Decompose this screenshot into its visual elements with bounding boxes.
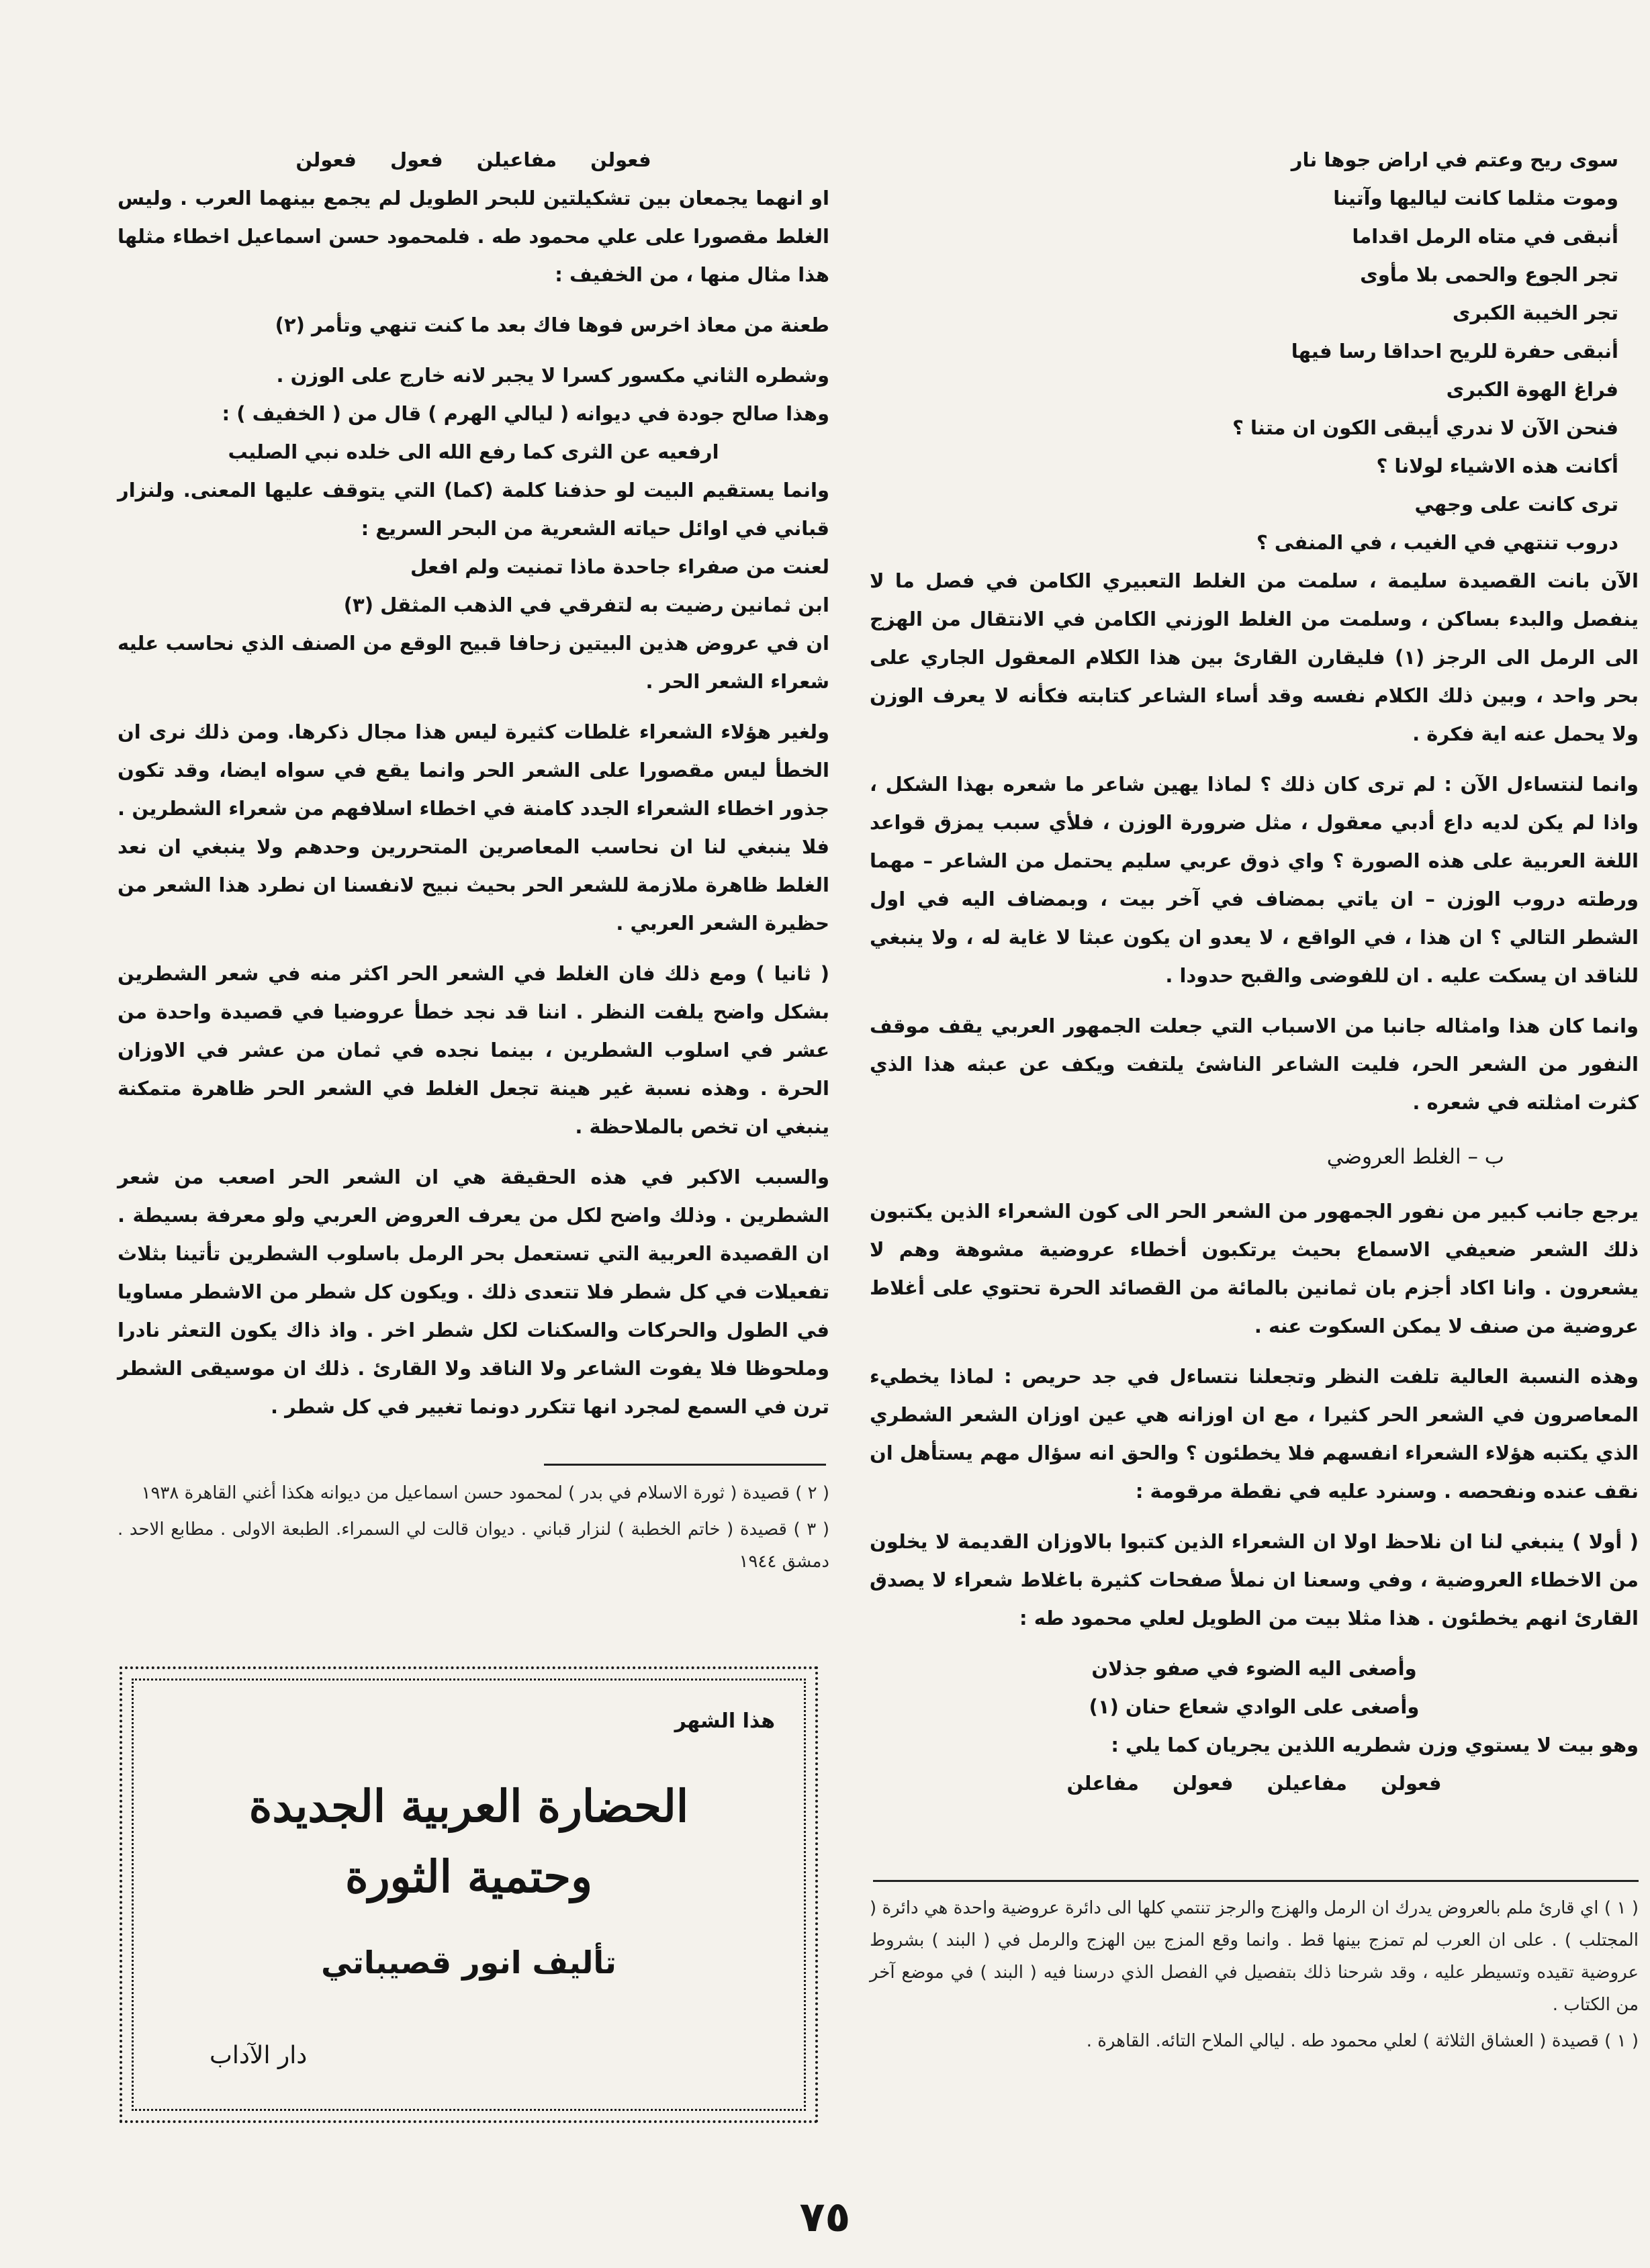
footnotes-left — [118, 1477, 829, 1578]
poem-line: ترى كانت على وجهي — [1414, 493, 1618, 516]
verse-line: طعنة من معاذ اخرس فوها فاك بعد ما كنت تنهي وتأمر (٢) — [275, 314, 829, 336]
footnote: ( ٢ ) قصيدة ( ثورة الاسلام في بدر ) لمحمود حسن اسماعيل من ديوانه هكذا أغني القاهرة ١٩٣٨ — [141, 1483, 829, 1503]
poem-excerpt — [870, 141, 1639, 562]
paragraph: وهذا صالح جودة في ديوانه ( ليالي الهرم ) قال من ( الخفيف ) : — [222, 402, 829, 425]
paragraph: وهو بيت لا يستوي وزن شطريه اللذين يجريان كما يلي : — [1111, 1734, 1639, 1756]
page-number: ٧٥ — [799, 2192, 851, 2241]
poem-line: أنبقى حفرة للريح احداقا رسا فيها — [1291, 340, 1618, 363]
poem-line: وموت مثلما كانت لياليها وآتينا — [1333, 187, 1618, 209]
verse-line: وأصغى اليه الضوء في صفو جذلان — [1091, 1657, 1417, 1680]
meter-line: فعولن مفاعيلن فعولن مفاعلن — [1066, 1772, 1442, 1795]
paragraph: وهذه النسبة العالية تلفت النظر وتجعلنا نتساءل في جد حريص : لماذا يخطيء المعاصرون في الشعر الحر كثيرا ، مع ان اوزانه هي عين اوزان الشعر الشطري الذي يكتبه هؤلاء الشعراء انفسهم فلا يخطئون ؟ والحق انه سؤال مهم يستأهل ان نقف عنده ونفحصه . وسنرد عليه في نقطة مرقومة : — [870, 1365, 1639, 1503]
ad-publisher: دار الآداب — [210, 2042, 308, 2069]
left-column — [118, 141, 829, 1438]
paragraph: وانما كان هذا وامثاله جانبا من الاسباب التي جعلت الجمهور العربي يقف موقف النفور من الشعر الحر، فليت الشاعر الناشئ يلتفت ويكف عن عبثه هذا الذي كثرت امثلته في شعره . — [870, 1014, 1639, 1114]
ad-title-line2: وحتمية الثورة — [345, 1850, 592, 1903]
footnote: ( ١ ) قصيدة ( العشاق الثلاثة ) لعلي محمود طه . ليالي الملاح التائه. القاهرة . — [1086, 2031, 1639, 2051]
paragraph: او انهما يجمعان بين تشكيلتين للبحر الطويل لم يجمع بينهما العرب . وليس الغلط مقصورا على علي محمود طه . فلمحمود حسن اسماعيل اخطاء مثلها هذا مثال منها ، من الخفيف : — [118, 187, 829, 286]
poem-line: أكانت هذه الاشياء لولانا ؟ — [1376, 455, 1618, 477]
footnotes-right — [870, 1892, 1639, 2057]
paragraph: وشطره الثاني مكسور كسرا لا يجبر لانه خارج على الوزن . — [276, 364, 829, 387]
paragraph: يرجع جانب كبير من نفور الجمهور من الشعر الحر الى كون الشعراء الذين يكتبون ذلك الشعر ضعيفي الاسماع بحيث يرتكبون أخطاء عروضية مشوهة وهم لا يشعرون . وانا اكاد أجزم بان ثمانين بالمائة من القصائد الحرة تحتوي على أغلاط عروضية من صنف لا يمكن السكوت عنه . — [870, 1200, 1639, 1337]
poem-line: فنحن الآن لا ندري أيبقى الكون ان متنا ؟ — [1232, 416, 1618, 439]
paragraph: ان في عروض هذين البيتين زحافا قبيح الوقع من الصنف الذي نحاسب عليه شعراء الشعر الحر . — [118, 632, 829, 693]
footnote: ( ٣ ) قصيدة ( خاتم الخطبة ) لنزار قباني . ديوان قالت لي السمراء. الطبعة الاولى . مطابع الاحد . دمشق ١٩٤٤ — [118, 1519, 829, 1572]
paragraph: الآن بانت القصيدة سليمة ، سلمت من الغلط التعبيري الكامن في فصل ما لا ينفصل والبدء بساكن ، وسلمت من الغلط الوزني الكامن في الانتقال من الهزج الى الرمل الى الرجز (١) فليقارن القارئ بين هذا الكلام المعقول الجاري على بحر واحد ، وبين ذلك الكلام نفسه وقد أساء الشاعر كتابته فكأنه لا يعرف الوزن ولا يحمل عنه اية فكرة . — [870, 569, 1639, 745]
verse-line: ابن ثمانين رضيت به لتفرقي في الذهب المثقل (٣) — [343, 594, 829, 616]
poem-line: أنبقى في متاه الرمل اقداما — [1352, 225, 1618, 248]
paragraph: ولغير هؤلاء الشعراء غلطات كثيرة ليس هذا مجال ذكرها. ومن ذلك نرى ان الخطأ ليس مقصورا على الشعر الحر وانما يقع في سواه ايضا، وقد تكون جذور اخطاء الشعراء الجدد كامنة في اخطاء اسلافهم من شعراء الشطرين . فلا ينبغي لنا ان نحاسب المعاصرين المتحررين وحدهم ولا ينبغي ان نعد الغلط ظاهرة ملازمة للشعر الحر بحيث نبيح لانفسنا ان نطرد هذا الشعر من حظيرة الشعر العربي . — [118, 720, 829, 935]
verse-line: وأصغى على الوادي شعاع حنان (١) — [1089, 1695, 1420, 1718]
paragraph: ( أولا ) ينبغي لنا ان نلاحظ اولا ان الشعراء الذين كتبوا بالاوزان القديمة لا يخلون من الاخطاء العروضية ، وفي وسعنا ان نملأ صفحات كثيرة باغلاط شعراء لا يصدق القارئ انهم يخطئون . هذا مثلا بيت من الطويل لعلي محمود طه : — [870, 1530, 1639, 1629]
paragraph: ( ثانيا ) ومع ذلك فان الغلط في الشعر الحر اكثر منه في شعر الشطرين بشكل واضح يلفت النظر . اننا قد نجد خطأ عروضيا في قصيدة واحدة من عشر في اسلوب الشطرين ، بينما نجده في ثمان من عشر في الاوزان الحرة . وهذه نسبة غير هينة تجعل الغلط في الشعر الحر ظاهرة متمكنة ينبغي ان تخص بالملاحظة . — [118, 962, 829, 1138]
meter-line: فعولن مفاعيلن فعول فعولن — [295, 148, 651, 171]
poem-line: سوى ريح وعتم في اراض جوها نار — [1291, 148, 1618, 171]
poem-line: دروب تنتهي في الغيب ، في المنفى ؟ — [1256, 531, 1618, 554]
ad-month-label: هذا الشهر — [674, 1709, 775, 1733]
paragraph: وانما لنتساءل الآن : لم ترى كان ذلك ؟ لماذا يهين شاعر ما شعره بهذا الشكل ، واذا لم يكن لديه داع أدبي معقول ، مثل ضرورة الوزن ، فلأي سبب يمزق قواعد اللغة العربية على هذه الصورة ؟ واي ذوق عربي سليم يحتمل من الشاعر – مهما ورطته دروب الوزن – ان ياتي بمضاف في آخر بيت ، وبمضاف اليه في اول الشطر التالي ؟ ان هذا ، في الواقع ، لا يعدو ان يكون عبثا لا غاية له ، ولا ينبغي للناقد ان يسكت عليه . ان للفوضى والقبح حدودا . — [870, 773, 1639, 987]
poem-line: تجر الجوع والحمى بلا مأوى — [1360, 263, 1618, 286]
paragraph: والسبب الاكبر في هذه الحقيقة هي ان الشعر الحر اصعب من شعر الشطرين . وذلك واضح لكل من يعرف العروض العربي ولو معرفة بسيطة . ان القصيدة العربية التي تستعمل بحر الرمل باسلوب الشطرين تأتينا بثلاث تفعيلات في كل شطر فلا تتعدى ذلك . ويكون كل شطر من الاشطر مساويا في الطول والحركات والسكنات لكل شطر اخر . واذ ذاك يكون التعثر نادرا وملحوظا فلا يفوت الشاعر ولا الناقد ولا القارئ . ذلك ان موسيقى الشطر ترن في السمع لمجرد انها تتكرر دونما تغيير في كل شطر . — [118, 1166, 829, 1418]
paragraph: وانما يستقيم البيت لو حذفنا كلمة (كما) التي يتوقف عليها المعنى. ولنزار قباني في اوائل حياته الشعرية من البحر السريع : — [118, 479, 829, 540]
ad-author: تأليف انور قصيباتي — [321, 1944, 616, 1981]
footnote-divider — [544, 1464, 826, 1466]
poem-line: فراغ الهوة الكبرى — [1446, 378, 1618, 401]
poem-line: تجر الخيبة الكبرى — [1452, 301, 1618, 324]
ad-title-line1: الحضارة العربية الجديدة — [248, 1780, 689, 1832]
footnote-divider — [873, 1880, 1639, 1882]
verse-line: ارفعيه عن الثرى كما رفع الله الى خلده نبي الصليب — [228, 440, 719, 463]
footnote: ( ١ ) اي قارئ ملم بالعروض يدرك ان الرمل والهزج والرجز تنتمي كلها الى دائرة عروضية واحدة هي دائرة ( المجتلب ) . على ان العرب لم تمزج بينها قط . وانما وقع المزج بين الهزج والرمل في ( البند ) بشروط عروضية تقيده وتسيطر عليه ، وقد شرحنا ذلك بتفصيل في الفصل الذي درسنا فيه ( البند ) في موضع آخر من الكتاب . — [870, 1898, 1639, 2015]
section-heading: ب – الغلط العروضي — [1326, 1145, 1504, 1169]
book-advertisement — [120, 1666, 818, 2123]
verse-line: لعنت من صفراء جاحدة ماذا تمنيت ولم افعل — [410, 555, 829, 578]
right-column — [870, 141, 1639, 1803]
